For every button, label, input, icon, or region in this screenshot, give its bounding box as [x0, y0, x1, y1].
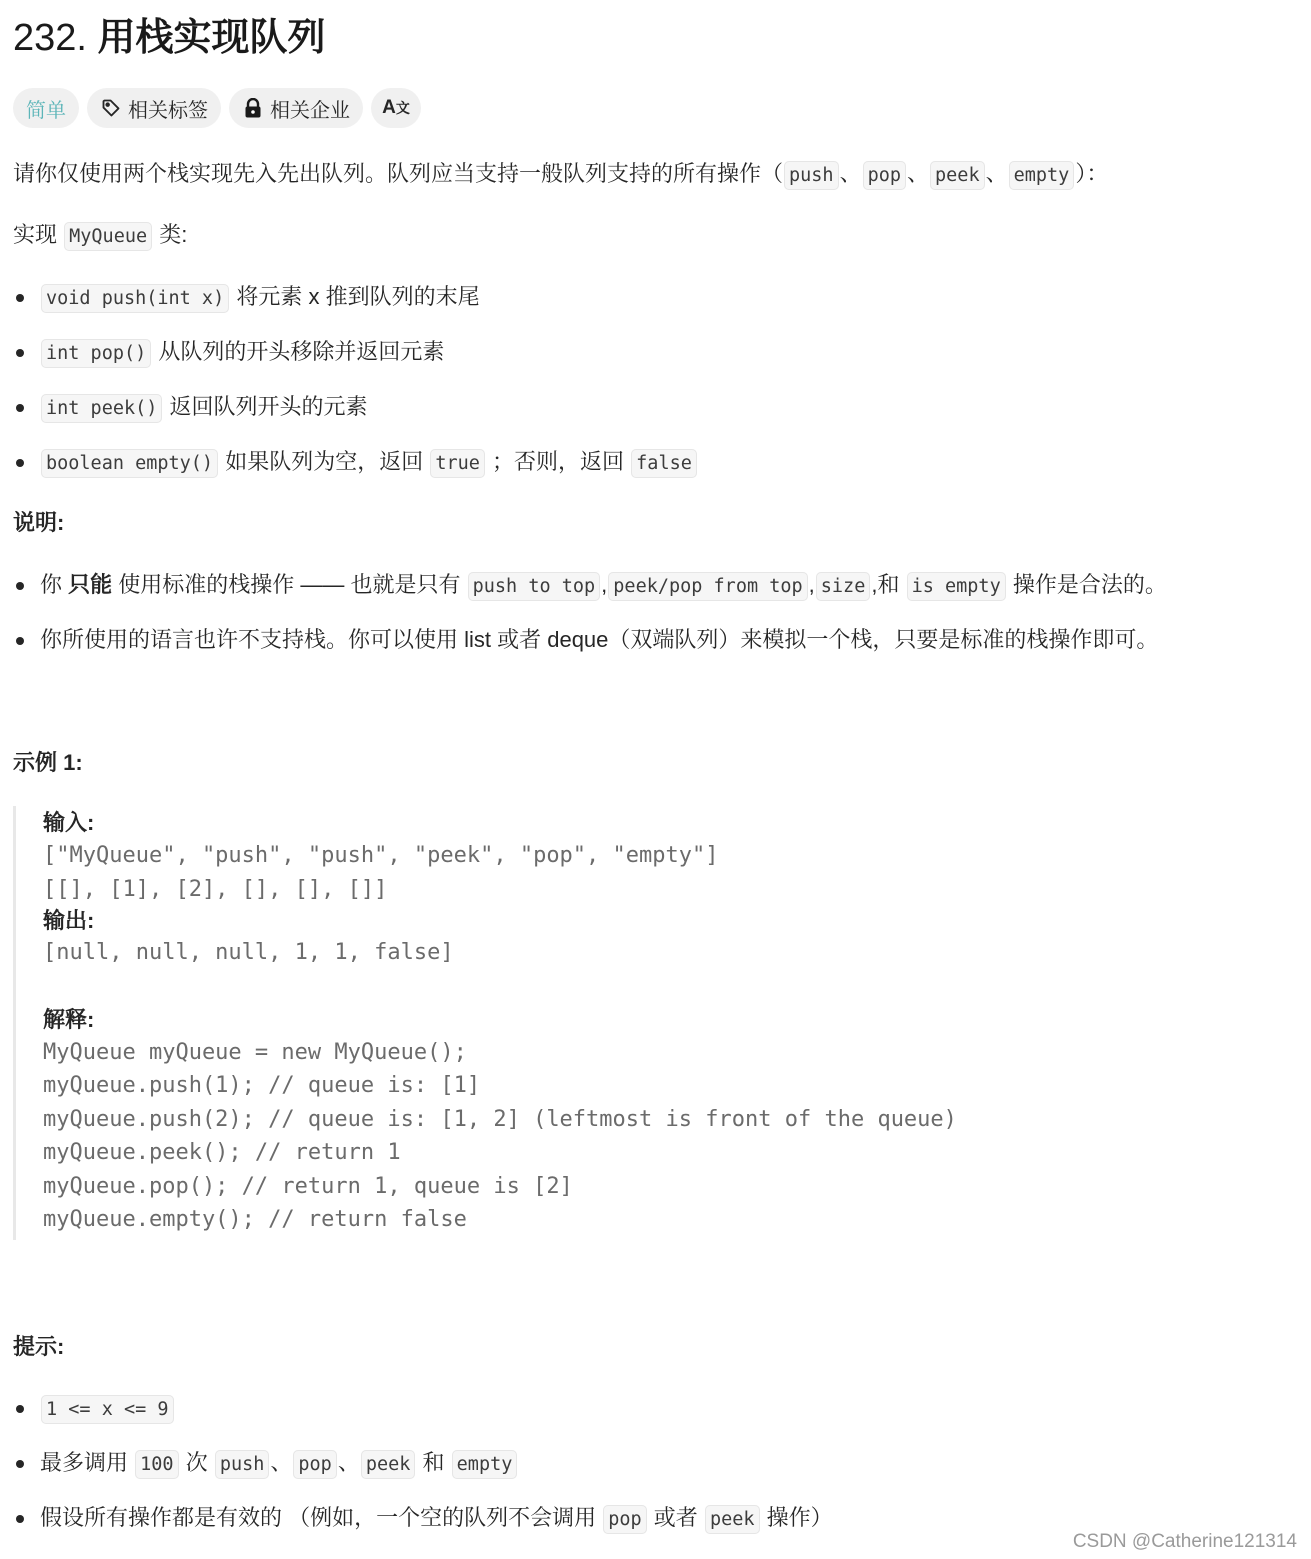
note-text: 你 [40, 572, 63, 597]
method-item [13, 337, 444, 369]
note-text: 操作是合法的。 [1012, 572, 1167, 597]
inline-code: peek [361, 1450, 416, 1479]
explain-line: myQueue.push(2); // queue is: [1, 2] (leftmost is front of the queue) [43, 1106, 957, 1132]
tag-icon [100, 97, 122, 119]
constraint-text: 最多调用 [40, 1450, 129, 1475]
method-item [13, 282, 480, 314]
constraint-text: 或者 [653, 1505, 698, 1530]
problem-number: 232. [13, 17, 87, 59]
explain-line: myQueue.pop(); // return 1, queue is [2] [43, 1173, 573, 1199]
lock-icon [242, 97, 264, 119]
method-item [13, 447, 698, 479]
method-desc: 返回队列开头的元素 [169, 394, 368, 419]
method-desc: 如果队列为空，返回 [225, 449, 424, 474]
separator: 、 [337, 1450, 360, 1475]
constraint-text: 操作） [766, 1505, 833, 1530]
constraint-item [13, 1393, 175, 1425]
input-label: 输入: [43, 810, 95, 835]
inline-code: push to top [468, 572, 601, 601]
inline-code: true [430, 449, 485, 478]
inline-code: false [631, 449, 697, 478]
method-desc: 将元素 x 推到队列的末尾 [236, 284, 480, 309]
separator: 、 [985, 161, 1008, 186]
inline-code: push [215, 1450, 270, 1479]
input-line: ["MyQueue", "push", "push", "peek", "pop", "empty"] [43, 843, 719, 868]
separator: 、 [839, 161, 862, 186]
intro-suffix: ）： [1075, 161, 1109, 186]
constraint-text: 和 [422, 1450, 445, 1475]
translate-button[interactable] [371, 88, 421, 128]
constraint-item [13, 1448, 518, 1480]
method-desc: 从队列的开头移除并返回元素 [158, 339, 445, 364]
inline-code: boolean empty() [41, 449, 218, 478]
difficulty-label: 简单 [26, 99, 66, 122]
inline-code: empty [452, 1450, 518, 1479]
inline-code: empty [1009, 161, 1075, 190]
intro-text: 请你仅使用两个栈实现先入先出队列。队列应当支持一般队列支持的所有操作（ [13, 161, 784, 186]
inline-code: peek/pop from top [608, 572, 807, 601]
method-desc: ；否则，返回 [492, 449, 625, 474]
inline-code: pop [603, 1505, 646, 1534]
output-label: 输出: [43, 908, 95, 933]
problem-title: 用栈实现队列 [97, 17, 326, 59]
inline-code: peek [930, 161, 985, 190]
note-text: 和 [877, 572, 900, 597]
inline-code: pop [863, 161, 906, 190]
related-tags-label: 相关标签 [128, 99, 208, 122]
output-line: [null, null, null, 1, 1, false] [43, 940, 454, 965]
inline-code: int peek() [41, 394, 162, 423]
inline-code: MyQueue [64, 222, 152, 251]
explain-label: 解释: [43, 1006, 95, 1032]
constraint-text: 次 [185, 1450, 208, 1475]
note-text: 你所使用的语言也许不支持栈。你可以使用 list 或者 deque（双端队列）来模拟一个栈，只要是标准的栈操作即可。 [40, 627, 1159, 652]
constraints-heading: 提示: [13, 1334, 65, 1359]
input-line: [[], [1], [2], [], [], []] [43, 876, 388, 902]
inline-code: peek [705, 1505, 760, 1534]
translate-icon: A文 [382, 97, 410, 118]
example-block [13, 806, 1116, 1240]
inline-code: is empty [907, 572, 1006, 601]
separator: 、 [270, 1450, 293, 1475]
implement-paragraph [13, 220, 187, 252]
inline-code: size [816, 572, 871, 601]
chip-row [13, 88, 421, 128]
intro-paragraph [13, 159, 1108, 191]
inline-code: push [784, 161, 839, 190]
related-companies-label: 相关企业 [270, 99, 350, 122]
explain-line: MyQueue myQueue = new MyQueue(); [43, 1039, 467, 1065]
note-item: 你 只能 使用标准的栈操作 —— 也就是只有 push to top , peek/pop from top , size ,和 is empty 操作是合法的。 [13, 570, 1167, 602]
explain-line: myQueue.peek(); // return 1 [43, 1140, 401, 1165]
note-text: 使用标准的栈操作 —— 也就是只有 [118, 572, 461, 597]
difficulty-badge[interactable] [13, 88, 79, 128]
inline-code: 100 [135, 1450, 178, 1479]
notes-heading: 说明: [13, 510, 65, 535]
separator: 、 [907, 161, 930, 186]
explain-line: myQueue.push(1); // queue is: [1] [43, 1073, 481, 1098]
inline-code: pop [293, 1450, 336, 1479]
constraint-item [13, 1503, 833, 1535]
inline-code: 1 <= x <= 9 [41, 1395, 174, 1424]
example-heading: 示例 1: [13, 750, 83, 775]
method-item [13, 392, 368, 424]
watermark: CSDN @Catherine121314 [1072, 1531, 1297, 1552]
implement-text: 实现 [13, 222, 58, 247]
inline-code: int pop() [41, 339, 151, 368]
inline-code: void push(int x) [41, 284, 229, 313]
note-emphasis: 只能 [68, 572, 113, 597]
note-item [13, 625, 1158, 655]
related-tags-button[interactable] [87, 88, 221, 128]
page-title [13, 14, 326, 62]
constraint-text: 假设所有操作都是有效的 （例如，一个空的队列不会调用 [40, 1505, 597, 1530]
implement-suffix: 类: [159, 222, 188, 247]
related-companies-button[interactable] [229, 88, 363, 128]
explain-line: myQueue.empty(); // return false [43, 1207, 467, 1232]
